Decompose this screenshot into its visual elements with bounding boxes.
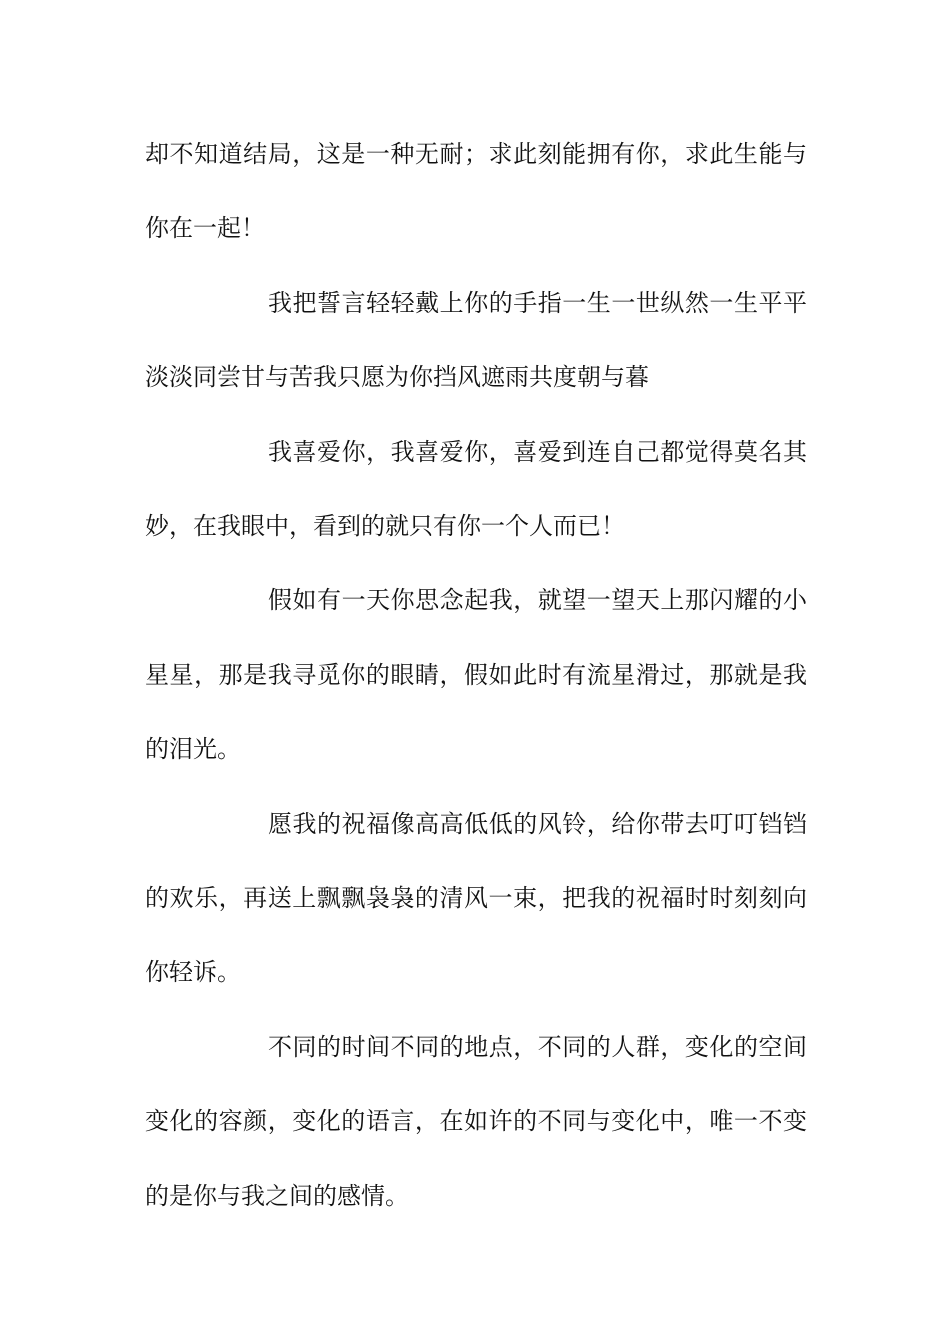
paragraph: 不同的时间不同的地点，不同的人群，变化的空间变化的容颜，变化的语言，在如许的不同与变化中，唯一不变的是你与我之间的感情。 — [145, 1032, 807, 1210]
paragraph-continuation: 却不知道结局，这是一种无耐；求此刻能拥有你，求此生能与你在一起！ — [145, 140, 807, 243]
document-body — [145, 117, 807, 1233]
paragraph: 假如有一天你思念起我，就望一望天上那闪耀的小星星，那是我寻觅你的眼睛，假如此时有流星滑过，那就是我的泪光。 — [145, 586, 807, 764]
paragraph: 我把誓言轻轻戴上你的手指一生一世纵然一生平平淡淡同尝甘与苦我只愿为你挡风遮雨共度朝与暮 — [145, 288, 807, 392]
paragraph: 愿我的祝福像高高低低的风铃，给你带去叮叮铛铛的欢乐，再送上飘飘袅袅的清风一束，把我的祝福时时刻刻向你轻诉。 — [145, 809, 807, 987]
paragraph: 我喜爱你，我喜爱你，喜爱到连自己都觉得莫名其妙，在我眼中，看到的就只有你一个人而已！ — [145, 437, 807, 541]
